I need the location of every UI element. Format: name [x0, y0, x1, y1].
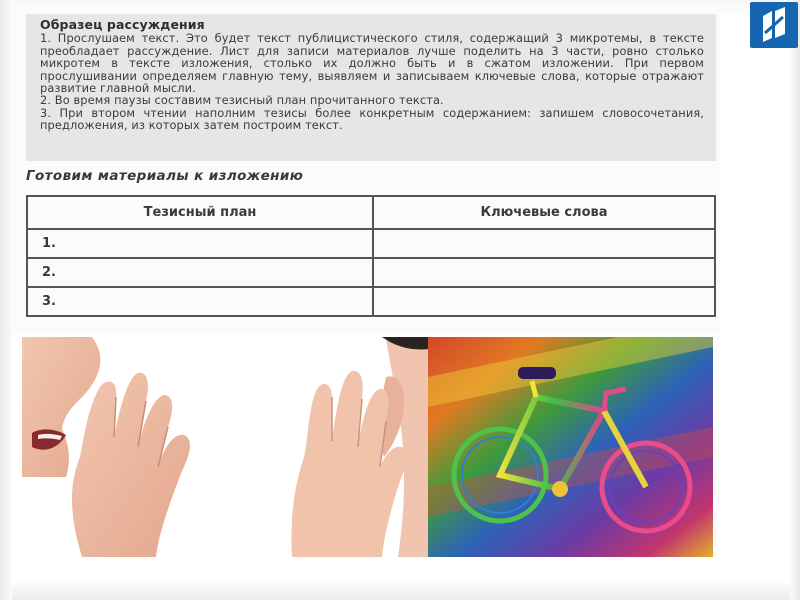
materials-table — [26, 195, 716, 317]
row-number: 2. — [27, 258, 373, 287]
publisher-logo-icon — [750, 2, 798, 48]
table-row — [27, 229, 715, 258]
section-title: Готовим материалы к изложению — [26, 168, 304, 184]
keywords-cell — [373, 287, 715, 316]
sample-title: Образец рассуждения — [40, 17, 205, 32]
slide-frame-right — [790, 0, 800, 600]
table-header-row — [27, 196, 715, 229]
row-number: 3. — [27, 287, 373, 316]
header-keywords: Ключевые слова — [373, 196, 715, 229]
keywords-cell — [373, 258, 715, 287]
slide-frame-bottom — [0, 580, 800, 600]
table-row — [27, 258, 715, 287]
header-thesis-plan: Тезисный план — [27, 196, 373, 229]
whispering-mouth-photo — [22, 337, 200, 557]
sample-reasoning-box — [26, 14, 716, 161]
table-row — [27, 287, 715, 316]
textbook-page-scan — [12, 6, 720, 334]
sample-step-3: 3. При втором чтении наполним тезисы более конкретным содержанием: запишем словосочетания, предложения, из которых затем построим текст. — [40, 105, 704, 133]
keywords-cell — [373, 229, 715, 258]
listening-ear-photo — [286, 337, 429, 557]
sample-step-2: 2. Во время паузы составим тезисный план прочитанного текста. — [40, 93, 444, 108]
slide-frame-left — [0, 0, 12, 600]
sample-step-1: 1. Прослушаем текст. Это будет текст публицистического стиля, содержащий 3 микротемы, в тексте преобладает рассуждение. Лист для записи материалов лучше поделить на 3 части, ровно столько микротем в тексте изложения, столько их должно быть и в сжатом изложении. При первом прослушивании определяем главную тему, выявляем и записываем ключевые слова, которые отражают развитие главной мысли. — [40, 31, 704, 96]
row-number: 1. — [27, 229, 373, 258]
rainbow-bicycle-photo — [428, 337, 713, 557]
